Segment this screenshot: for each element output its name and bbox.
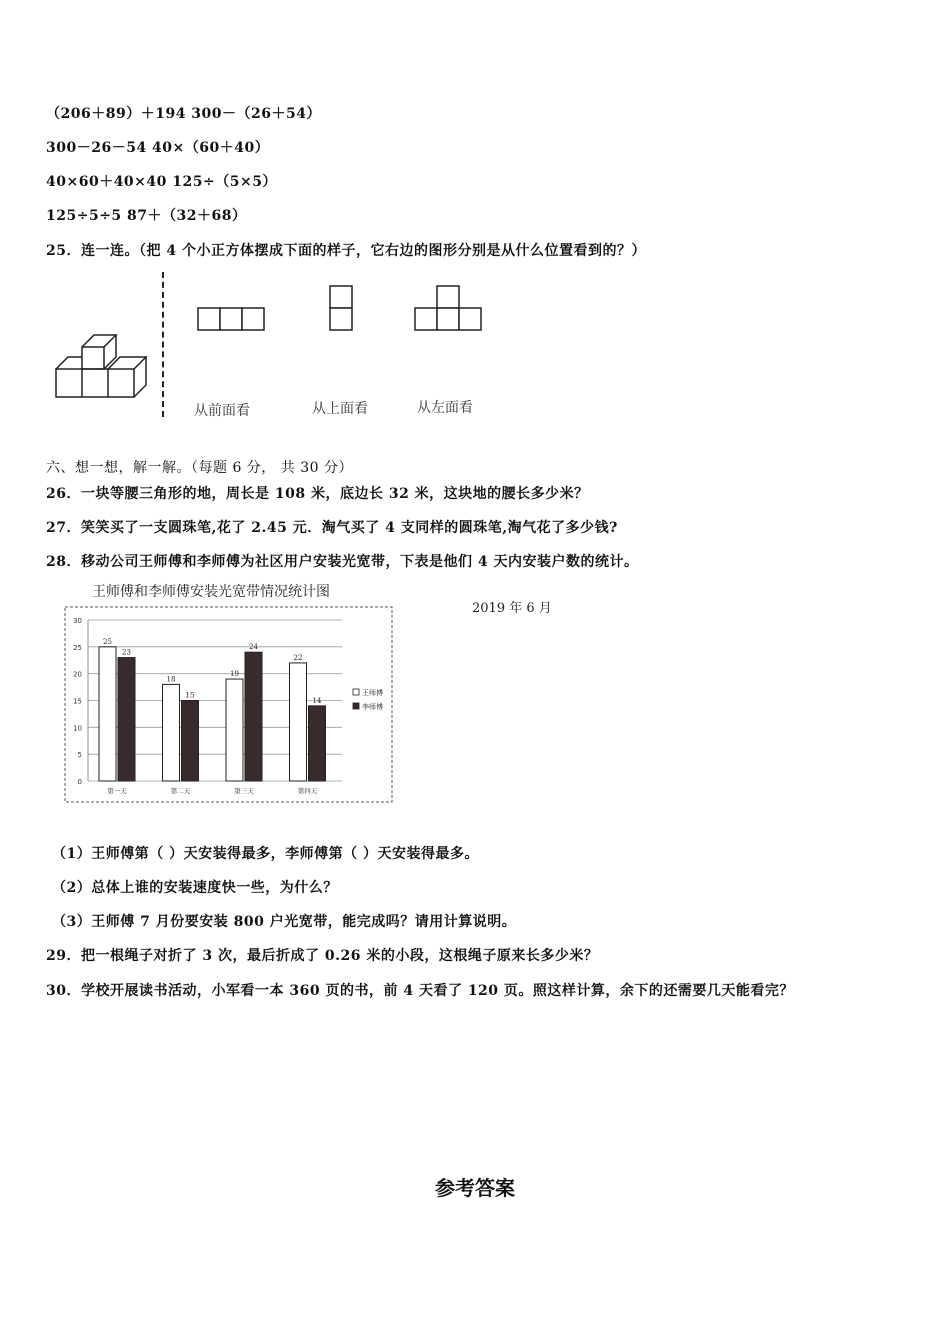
data-label: 15	[185, 691, 195, 700]
answers-heading: 参考答案	[435, 1176, 515, 1200]
cube-stack-figure	[50, 325, 154, 405]
chart-date: 2019 年 6 月	[472, 601, 552, 616]
question-30: 30．学校开展读书活动，小军看一本 360 页的书，前 4 天看了 120 页。照这样计算，余下的还需要几天能看完？	[46, 983, 794, 999]
bar-li	[182, 701, 199, 782]
question-28: 28．移动公司王师傅和李师傅为社区用户安装光宽带，下表是他们 4 天内安装户数的统计。	[46, 554, 639, 570]
data-label: 22	[293, 653, 303, 662]
legend-label: 王师傅	[362, 689, 383, 697]
y-tick-label: 5	[77, 751, 82, 760]
x-category-label: 第一天	[107, 787, 127, 795]
question-28-part-2: （2）总体上谁的安装速度快一些，为什么？	[52, 880, 338, 896]
question-26: 26．一块等腰三角形的地，周长是 108 米，底边长 32 米，这块地的腰长多少米？	[46, 486, 589, 502]
bar-li	[245, 652, 262, 781]
label-left-view: 从左面看	[417, 400, 473, 416]
legend-swatch	[353, 689, 359, 695]
question-27: 27．笑笑买了一支圆珠笔,花了 2.45 元．淘气买了 4 支同样的圆珠笔,淘气花了多少钱?	[46, 520, 618, 536]
front-view-shape	[197, 307, 267, 331]
question-29: 29．把一根绳子对折了 3 次，最后折成了 0.26 米的小段，这根绳子原来长多少米？	[46, 948, 599, 964]
data-label: 14	[312, 696, 322, 705]
calc-line-2: 300－26－54 40×（60＋40）	[46, 140, 270, 156]
y-tick-label: 30	[73, 617, 82, 625]
x-category-label: 第二天	[170, 787, 191, 795]
bar-wang	[290, 663, 307, 781]
legend-swatch	[353, 703, 359, 709]
calc-line-3: 40×60＋40×40 125÷（5×5）	[46, 174, 277, 190]
bar-chart	[64, 606, 394, 804]
question-28-part-1: （1）王师傅第（ ）天安装得最多，李师傅第（ ）天安装得最多。	[52, 846, 479, 862]
data-label: 19	[230, 670, 239, 679]
section-6-heading: 六、想一想，解一解。（每题 6 分， 共 30 分）	[46, 460, 353, 476]
y-tick-label: 0	[77, 778, 82, 786]
bar-li	[118, 658, 135, 781]
data-label: 24	[249, 643, 258, 652]
calc-line-4: 125÷5÷5 87＋（32＋68）	[46, 208, 247, 224]
data-label: 23	[122, 648, 131, 657]
y-tick-label: 25	[73, 643, 82, 652]
bar-wang	[99, 647, 116, 781]
bar-wang	[226, 679, 243, 781]
legend-label: 李师傅	[362, 703, 383, 711]
divider-dashed-line	[162, 272, 164, 417]
label-top-view: 从上面看	[312, 401, 368, 417]
y-tick-label: 20	[73, 670, 82, 679]
data-label: 25	[103, 637, 112, 646]
x-category-label: 第三天	[234, 787, 254, 795]
bar-wang	[163, 684, 180, 781]
x-category-label: 第四天	[297, 787, 318, 795]
question-28-part-3: （3）王师傅 7 月份要安装 800 户光宽带，能完成吗？请用计算说明。	[52, 914, 517, 930]
chart-title: 王师傅和李师傅安装光宽带情况统计图	[92, 584, 330, 600]
left-view-shape	[414, 285, 484, 331]
bar-li	[309, 706, 326, 781]
top-view-shape	[329, 285, 355, 331]
y-tick-label: 15	[73, 697, 82, 706]
question-25: 25．连一连。（把 4 个小正方体摆成下面的样子，它右边的图形分别是从什么位置看到的？）	[46, 243, 646, 259]
calc-line-1: （206＋89）＋194 300－（26＋54）	[46, 106, 321, 122]
y-tick-label: 10	[73, 724, 82, 733]
label-front-view: 从前面看	[194, 403, 250, 419]
data-label: 18	[166, 675, 176, 684]
